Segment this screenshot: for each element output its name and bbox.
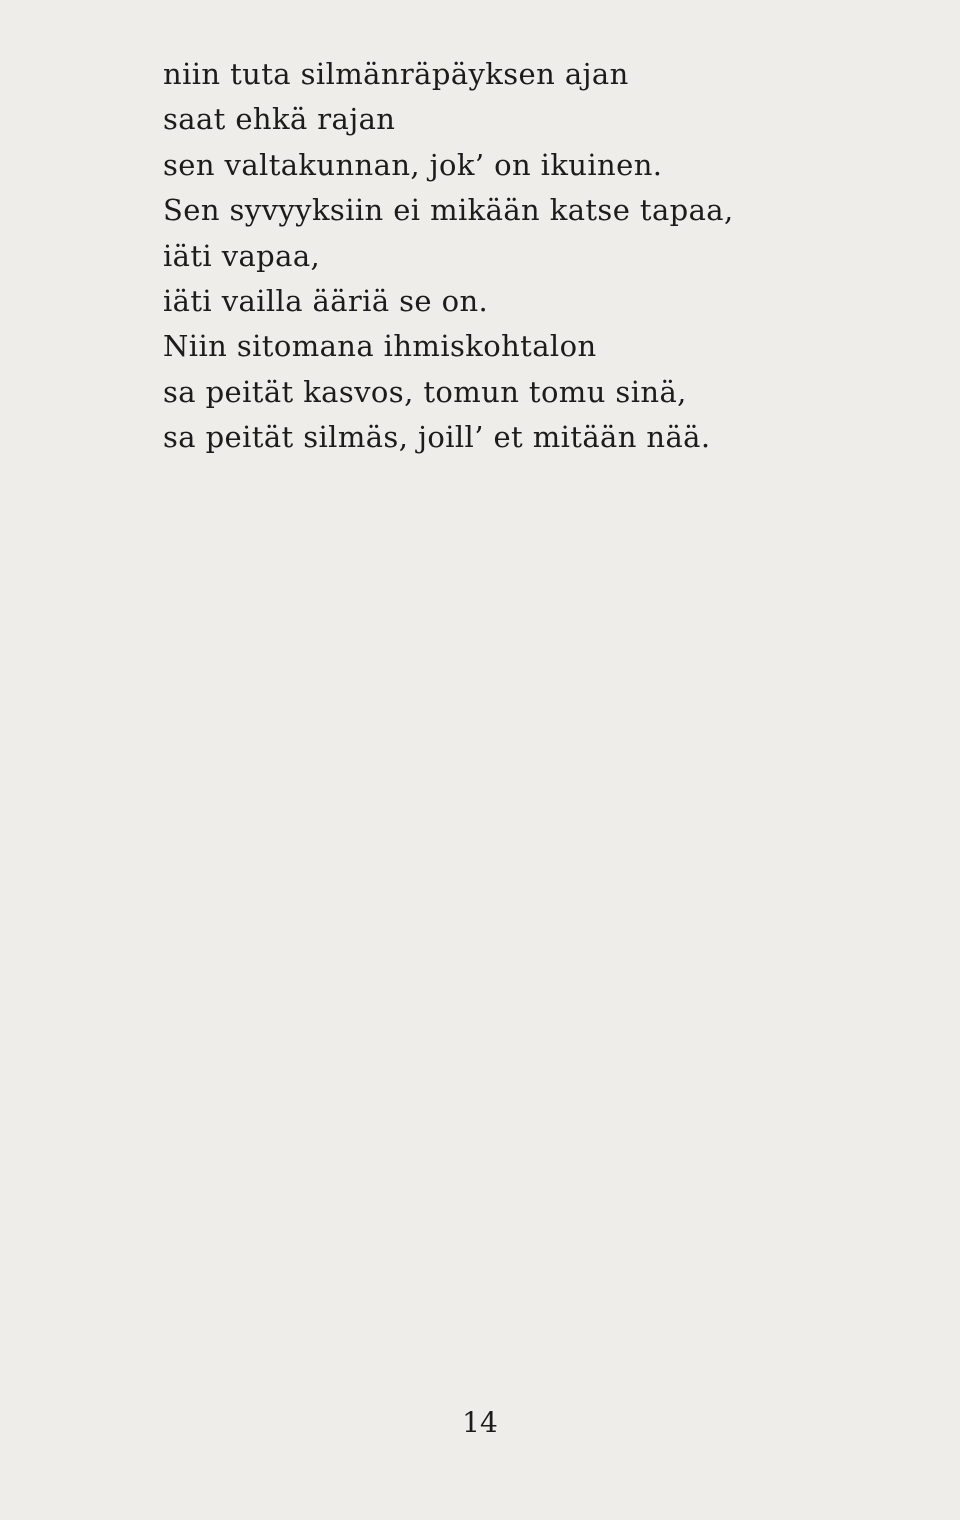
poem-line: Niin sitomana ihmiskohtalon: [163, 329, 597, 364]
poem-line: sen valtakunnan, jok’ on ikuinen.: [163, 147, 663, 182]
poem-line: Sen syvyyksiin ei mikään katse tapaa,: [163, 193, 734, 228]
poem-line: iäti vailla ääriä se on.: [163, 283, 489, 318]
poem-line: niin tuta silmänräpäyksen ajan: [163, 57, 629, 91]
poem-line: sa peität silmäs, joill’ et mitään nää.: [163, 420, 711, 455]
poem-line: iäti vapaa,: [163, 238, 321, 273]
page-number: 14: [462, 1406, 498, 1439]
poem-line: saat ehkä rajan: [163, 102, 396, 137]
poem-stanza: [163, 52, 734, 461]
poem-line: sa peität kasvos, tomun tomu sinä,: [163, 374, 687, 409]
